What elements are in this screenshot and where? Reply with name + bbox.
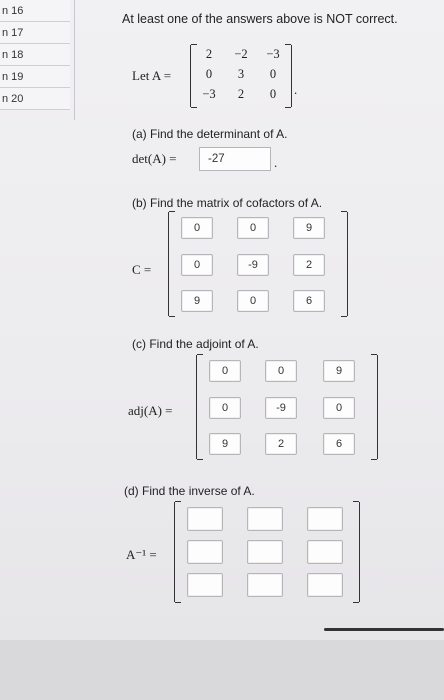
det-period: .: [274, 155, 278, 170]
adjoint-matrix: [196, 355, 378, 459]
adjoint-input[interactable]: 0: [209, 397, 241, 419]
adjoint-input[interactable]: 0: [265, 360, 297, 382]
cofactor-input[interactable]: 0: [181, 254, 213, 276]
inverse-input[interactable]: [247, 573, 283, 597]
inverse-input[interactable]: [247, 507, 283, 531]
cofactor-input[interactable]: 0: [181, 217, 213, 239]
sidebar-item-question-18[interactable]: n 18: [0, 44, 70, 66]
cofactor-input[interactable]: 6: [293, 290, 325, 312]
home-indicator-bar: [324, 628, 444, 631]
matrix-a-period: .: [294, 82, 298, 97]
sidebar-item-question-20[interactable]: n 20: [0, 88, 70, 110]
part-b-label: (b) Find the matrix of cofactors of A.: [132, 196, 323, 210]
inverse-matrix: [174, 502, 360, 602]
cofactor-input[interactable]: 0: [237, 217, 269, 239]
adjoint-input[interactable]: 0: [323, 397, 355, 419]
matrix-a-cell: 2: [237, 87, 245, 101]
matrix-a-cell: 0: [205, 67, 213, 81]
sidebar-item-question-17[interactable]: n 17: [0, 22, 70, 44]
cofactor-prefix: C =: [132, 262, 152, 277]
sidebar-divider: [74, 0, 75, 120]
adjoint-input[interactable]: 0: [209, 360, 241, 382]
adjoint-input[interactable]: 6: [323, 433, 355, 455]
matrix-a-cell: 0: [269, 67, 277, 81]
matrix-a-cell: 0: [269, 87, 277, 101]
inverse-input[interactable]: [187, 573, 223, 597]
inverse-input[interactable]: [307, 573, 343, 597]
part-a-label: (a) Find the determinant of A.: [132, 127, 288, 141]
cofactor-input[interactable]: 9: [293, 217, 325, 239]
adjoint-input[interactable]: -9: [265, 397, 297, 419]
matrix-a-cell: −3: [202, 87, 216, 101]
matrix-a-cell: 3: [237, 67, 245, 81]
inverse-input[interactable]: [187, 507, 223, 531]
inverse-prefix: A⁻¹ =: [126, 547, 157, 562]
adjoint-input[interactable]: 9: [323, 360, 355, 382]
matrix-a-prefix: Let A =: [132, 68, 172, 83]
cofactor-input[interactable]: -9: [237, 254, 269, 276]
cofactor-matrix: [168, 212, 348, 316]
inverse-input[interactable]: [307, 507, 343, 531]
sidebar-item-question-16[interactable]: n 16: [0, 0, 70, 22]
matrix-a-cell: −3: [266, 47, 280, 61]
part-c-label: (c) Find the adjoint of A.: [132, 337, 259, 351]
matrix-a-cell: 2: [205, 47, 213, 61]
incorrect-answer-warning: At least one of the answers above is NOT correct.: [122, 12, 398, 26]
question-list-sidebar: [0, 0, 78, 120]
part-d-label: (d) Find the inverse of A.: [124, 484, 255, 498]
adjoint-input[interactable]: 2: [265, 433, 297, 455]
inverse-input[interactable]: [307, 540, 343, 564]
inverse-input[interactable]: [247, 540, 283, 564]
cofactor-input[interactable]: 9: [181, 290, 213, 312]
det-label: det(A) =: [132, 151, 177, 166]
adjoint-prefix: adj(A) =: [128, 403, 173, 418]
inverse-input[interactable]: [187, 540, 223, 564]
cofactor-input[interactable]: 2: [293, 254, 325, 276]
matrix-a-cell: −2: [234, 47, 248, 61]
sidebar-item-question-19[interactable]: n 19: [0, 66, 70, 88]
determinant-input[interactable]: -27: [199, 147, 271, 171]
adjoint-input[interactable]: 9: [209, 433, 241, 455]
cofactor-input[interactable]: 0: [237, 290, 269, 312]
matrix-a: [190, 45, 292, 107]
